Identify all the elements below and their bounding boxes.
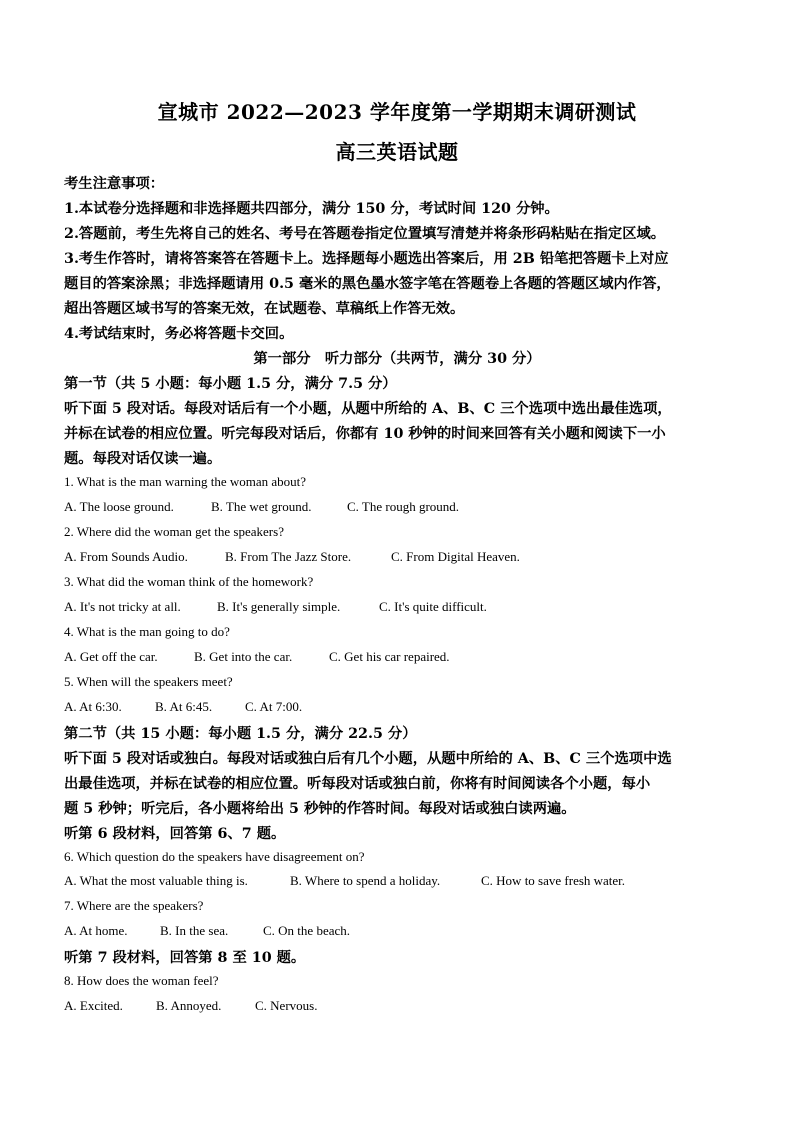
options-8: [64, 998, 317, 1014]
options-4: [64, 649, 450, 665]
section2-heading: 第二节（共 15 小题：每小题 1.5 分，满分 22.5 分）: [64, 726, 417, 742]
question-3: 3. What did the woman think of the homework?: [64, 574, 314, 589]
option-b: B. Where to spend a holiday.: [290, 873, 441, 888]
material-7-heading: 听第 7 段材料，回答第 8 至 10 题。: [64, 950, 306, 966]
question-1: 1. What is the man warning the woman about?: [64, 474, 307, 489]
option-a: A. It's not tricky at all.: [64, 599, 181, 614]
section1-instruction: 题。每段对话仅读一遍。: [64, 451, 222, 467]
option-b: B. Annoyed.: [156, 998, 222, 1013]
option-c: C. The rough ground.: [347, 499, 460, 514]
notice-line: 2.答题前，考生先将自己的姓名、考号在答题卷指定位置填写清楚并将条形码粘贴在指定区域。: [64, 226, 666, 242]
option-b: B. At 6:45.: [155, 699, 213, 714]
notice-line: 3.考生作答时，请将答案答在答题卡上。选择题每小题选出答案后，用 2B 铅笔把答题卡上对应: [64, 251, 669, 267]
option-a: A. At 6:30.: [64, 699, 122, 714]
option-c: C. Nervous.: [255, 998, 318, 1013]
notice-heading: 考生注意事项：: [64, 176, 165, 192]
exam-subtitle: 高三英语试题: [335, 140, 459, 164]
notice-line: 4.考试结束时，务必将答题卡交回。: [64, 326, 294, 342]
section2-instruction: 题 5 秒钟；听完后，各小题将给出 5 秒钟的作答时间。每段对话或独白读两遍。: [64, 801, 576, 817]
option-b: B. In the sea.: [160, 923, 229, 938]
option-a: A. Get off the car.: [64, 649, 158, 664]
option-c: C. On the beach.: [263, 923, 351, 938]
question-8: 8. How does the woman feel?: [64, 973, 219, 988]
exam-title: 宣城市 2022—2023 学年度第一学期期末调研测试: [157, 100, 637, 124]
option-b: B. Get into the car.: [194, 649, 293, 664]
options-7: [64, 923, 350, 939]
option-a: A. At home.: [64, 923, 128, 938]
option-b: B. From The Jazz Store.: [225, 549, 352, 564]
question-5: 5. When will the speakers meet?: [64, 674, 233, 689]
notice-line: 1.本试卷分选择题和非选择题共四部分，满分 150 分，考试时间 120 分钟。: [64, 201, 559, 217]
options-3: [64, 599, 487, 615]
option-a: A. What the most valuable thing is.: [64, 873, 248, 888]
material-6-heading: 听第 6 段材料，回答第 6、7 题。: [64, 826, 286, 842]
options-1: [64, 499, 459, 515]
option-c: C. It's quite difficult.: [379, 599, 487, 614]
section1-heading: 第一节（共 5 小题：每小题 1.5 分，满分 7.5 分）: [64, 376, 397, 392]
question-6: 6. Which question do the speakers have disagreement on?: [64, 849, 365, 864]
option-c: C. How to save fresh water.: [481, 873, 626, 888]
question-7: 7. Where are the speakers?: [64, 898, 204, 913]
option-c: C. From Digital Heaven.: [391, 549, 520, 564]
option-a: A. The loose ground.: [64, 499, 174, 514]
question-2: 2. Where did the woman get the speakers?: [64, 524, 284, 539]
option-a: A. Excited.: [64, 998, 123, 1013]
option-c: C. Get his car repaired.: [329, 649, 450, 664]
option-a: A. From Sounds Audio.: [64, 549, 188, 564]
section1-instruction: 并标在试卷的相应位置。听完每段对话后，你都有 10 秒钟的时间来回答有关小题和阅读下一小: [64, 426, 666, 442]
section1-instruction: 听下面 5 段对话。每段对话后有一个小题，从题中所给的 A、B、C 三个选项中选出最佳选项，: [64, 401, 672, 417]
options-6: [64, 873, 625, 889]
option-b: B. It's generally simple.: [217, 599, 341, 614]
notice-line: 题目的答案涂黑；非选择题请用 0.5 毫米的黑色墨水签字笔在答题卷上各题的答题区域内作答，: [64, 276, 671, 292]
option-b: B. The wet ground.: [211, 499, 312, 514]
notice-line: 超出答题区域书写的答案无效，在试题卷、草稿纸上作答无效。: [64, 301, 465, 317]
section2-instruction: 听下面 5 段对话或独白。每段对话或独白后有几个小题，从题中所给的 A、B、C 三个选项中选: [64, 751, 672, 767]
question-4: 4. What is the man going to do?: [64, 624, 230, 639]
options-2: [64, 549, 520, 565]
options-5: [64, 699, 302, 715]
part1-heading: 第一部分 听力部分（共两节，满分 30 分）: [253, 351, 541, 367]
option-c: C. At 7:00.: [245, 699, 303, 714]
section2-instruction: 出最佳选项，并标在试卷的相应位置。听每段对话或独白前，你将有时间阅读各个小题，每小: [64, 776, 651, 792]
